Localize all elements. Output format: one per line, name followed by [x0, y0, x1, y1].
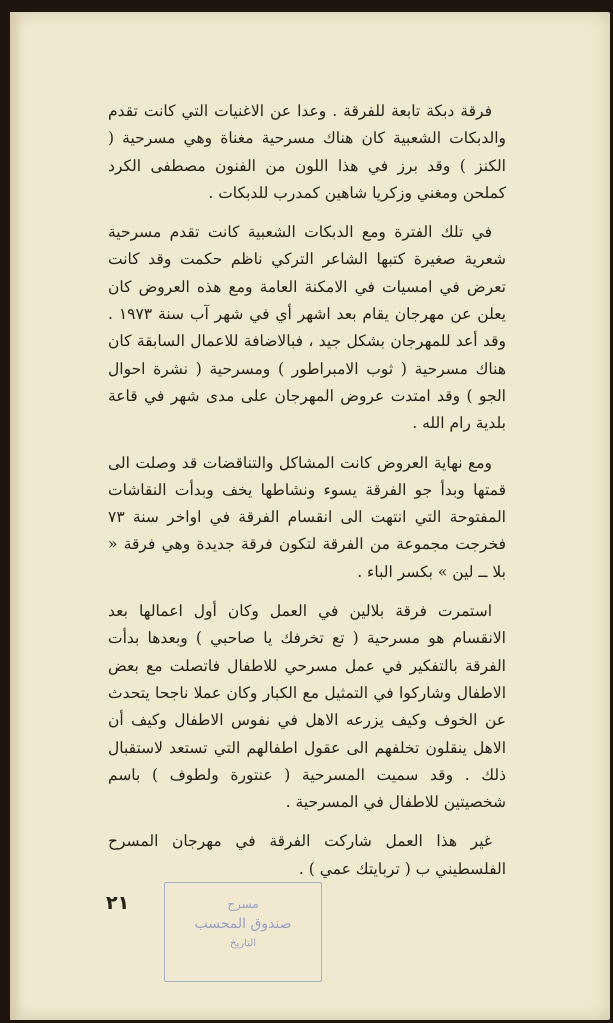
paragraph-5: غير هذا العمل شاركت الفرقة في مهرجان المسرح الفلسطيني ب ( تربايتك عمي ) .	[108, 832, 506, 878]
stamp-line-2: صندوق المحسب	[194, 916, 292, 932]
paragraph-4: استمرت فرقة بلالين في العمل وكان أول اعمالها بعد الانقسام هو مسرحية ( تع تخرفك يا صاحبي ) وبعدها بدأت الفرقة بالتفكير في عمل مسرحي للاطفال فاتصلت مع بعض الاطفال وشاركوا في التمثيل مع الكبار وكان عملا ناجحا يتحدث عن الخوف وكيف يزرعه الاهل في نفوس الاطفال وكيف أن الاهل ينقلون تخلفهم الى عقول اطفالهم التي تستعد لاستقبال ذلك . وقد سميت المسرحية ( عنتورة ولطوف ) باسم شخصيتين للاطفال في المسرحية .	[108, 602, 506, 812]
page-number: ٢١	[106, 892, 130, 914]
page-binding-edge	[10, 12, 22, 1020]
paragraph-2: في تلك الفترة ومع الدبكات الشعبية كانت تقدم مسرحية شعرية صغيرة كتبها الشاعر التركي ناظم حكمت وقد كانت تعرض في امسيات في الامكنة العامة ومع هذه العروض كان يعلن عن مهرجان يقام بعد اشهر أي في شهر آب سنة ١٩٧٣ . وقد أعد للمهرجان بشكل جيد ، فبالاضافة للاعمال السابقة كان هناك مسرحية ( ثوب الامبراطور ) ومسرحية ( نشرة احوال الجو ) وقد امتدت عروض المهرجان على مدى شهر في قاعة بلدية رام الله .	[108, 223, 506, 433]
paragraph-3: ومع نهاية العروض كانت المشاكل والتناقضات قد وصلت الى قمتها وبدأ جو الفرقة يسوء ونشاطها يخف وبدأت النقاشات المفتوحة التي انتهت الى انقسام الفرقة في اواخر سنة ٧٣ فخرجت مجموعة من الفرقة لتكون فرقة جديدة وهي فرقة « بلا ــ لين » بكسر الباء .	[108, 453, 506, 581]
body-text	[108, 98, 506, 883]
paragraph-1: فرقة دبكة تابعة للفرقة . وعدا عن الاغنيات التي كانت تقدم والدبكات الشعبية كان هناك مسرحية مغناة وهي مسرحية ( الكنز ) وقد برز في هذا اللون من الفنون مصطفى الكرد كملحن ومغني وزكريا شاهين كمدرب للدبكات .	[108, 102, 506, 202]
stamp-line-1: مسرح	[227, 897, 259, 911]
library-stamp	[164, 882, 322, 982]
stamp-line-3: التاريخ	[230, 938, 256, 949]
